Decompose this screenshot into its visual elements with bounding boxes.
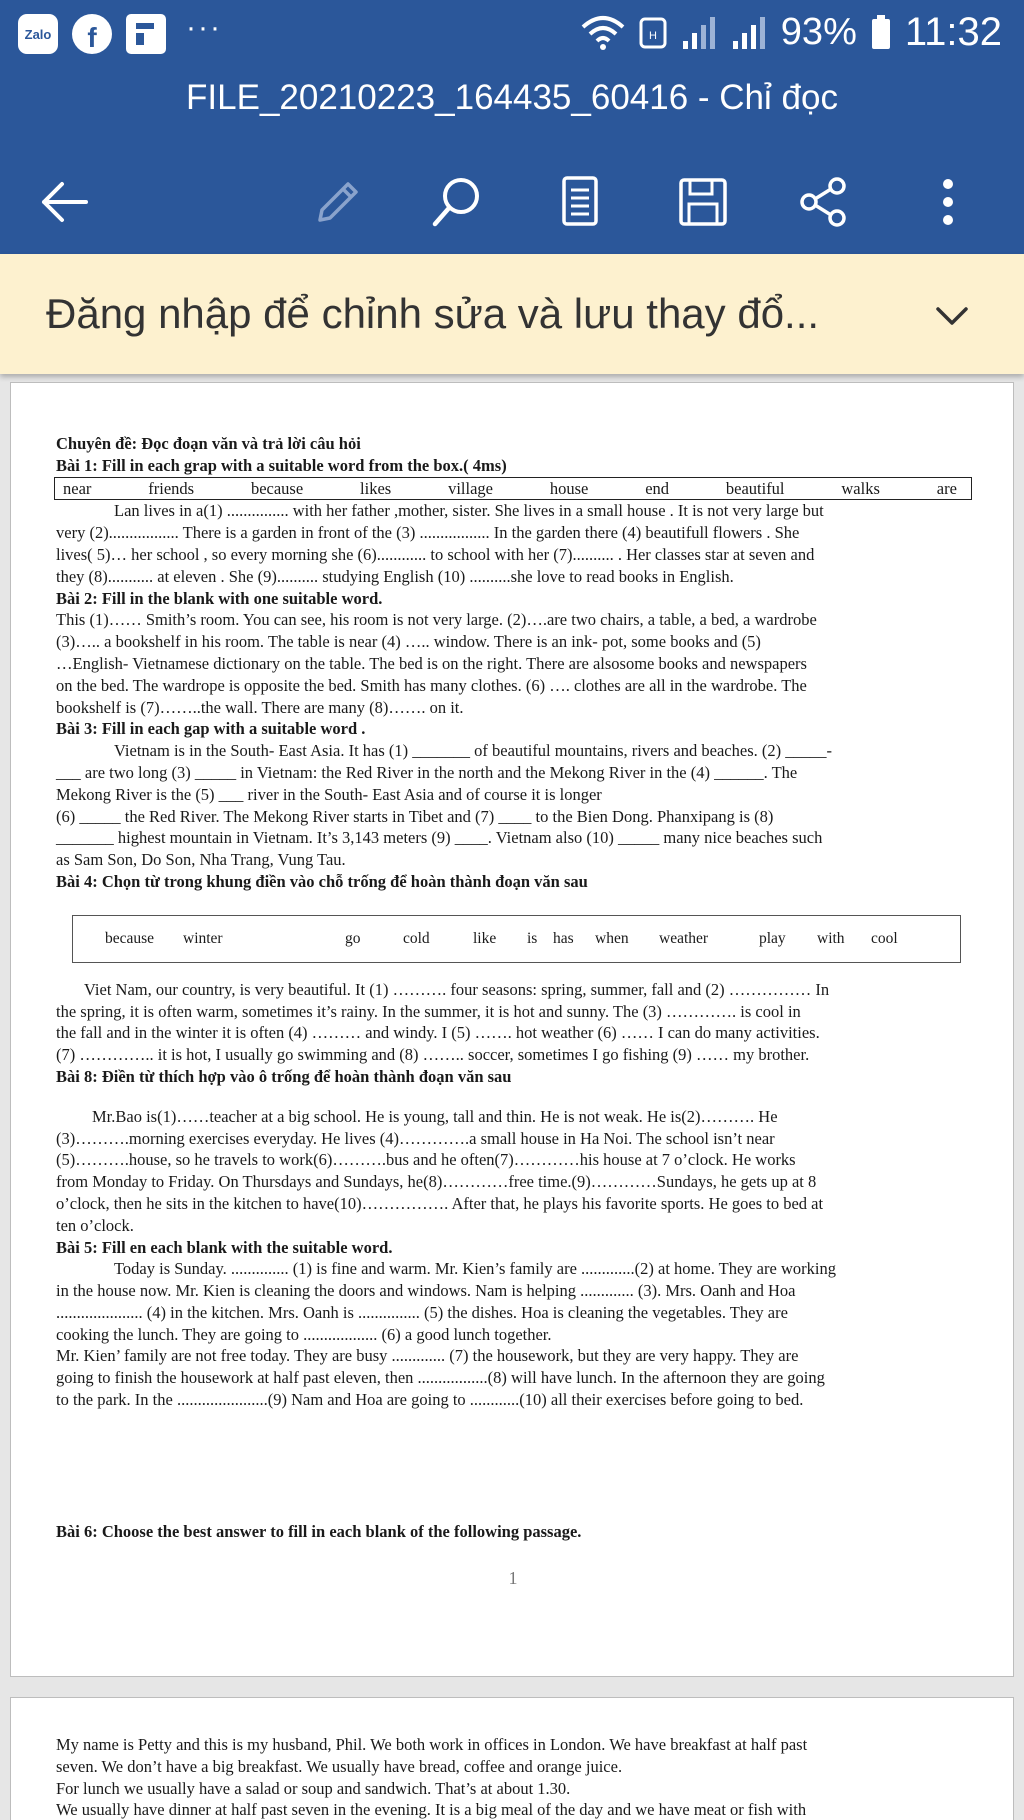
reading-view-icon <box>552 174 608 230</box>
word-box-item: village <box>448 478 493 498</box>
text-line: For lunch we usually have a salad or soup and sandwich. That’s at about 1.30. <box>56 1778 571 1798</box>
text-line: on the bed. The wardrope is opposite the bed. Smith has many clothes. (6) …. clothes are all in the wardrobe. The <box>56 675 807 695</box>
toolbar <box>0 154 1024 254</box>
text-line: (3)……….morning exercises everyday. He lives (4)………….a small house in Ha Noi. The school isn’t near <box>56 1128 775 1148</box>
document-title: FILE_20210223_164435_60416 - Chỉ đọc <box>186 78 838 117</box>
more-notifications-icon: ··· <box>186 11 222 44</box>
pencil-icon <box>308 174 364 230</box>
sign-in-banner-text: Đăng nhập để chỉnh sửa và lưu thay đổ... <box>46 290 820 337</box>
bai3-heading: Bài 3: Fill in each gap with a suitable word . <box>56 719 366 739</box>
word-box-item: winter <box>183 929 223 947</box>
zalo-notification-icon: Zalo <box>18 14 58 54</box>
text-line: ___ are two long (3) _____ in Vietnam: the Red River in the north and the Mekong River in the (4) ______. The <box>56 762 798 782</box>
text-line: the fall and in the winter it is often (4) ……… and windy. I (5) ……. hot weather (6) …… I can do many activities. <box>56 1023 820 1043</box>
word-box-item: like <box>473 929 497 947</box>
word-box-item: when <box>595 929 629 947</box>
word-box-item: because <box>105 929 155 947</box>
text-line: Today is Sunday. .............. (1) is fine and warm. Mr. Kien’s family are .............(2) at home. They are working <box>114 1259 836 1279</box>
text-line: (7) ………….. it is hot, I usually go swimming and (8) …….. soccer, sometimes I go fishing (9) …… my brother. <box>56 1045 810 1065</box>
battery-icon <box>871 15 891 51</box>
text-line: _______ highest mountain in Vietnam. It’s 3,143 meters (9) ____. Vietnam also (10) _____ many nice beaches such <box>56 828 823 848</box>
text-line: o’clock, then he sits in the kitchen to have(10)……………. After that, he plays his favorite sports. He goes to bed at <box>56 1193 824 1213</box>
signal-icon-2 <box>731 15 767 51</box>
word-box-item: house <box>549 478 589 498</box>
chevron-down-icon <box>934 304 970 328</box>
text-line: (6) _____ the Red River. The Mekong River starts in Tibet and (7) ____ to the Bien Dong. Phanxipang is (8) <box>56 806 774 826</box>
reading-view-button[interactable] <box>544 166 616 238</box>
flipboard-notification-icon <box>126 14 166 54</box>
bai8-heading: Bài 8: Điền từ thích hợp vào ô trống để hoàn thành đoạn văn sau <box>56 1066 512 1086</box>
app-bar <box>0 74 1024 254</box>
text-line: Mekong River is the (5) ___ river in the South- East Asia and of course it is longer <box>56 784 602 804</box>
word-box-item: near <box>63 478 92 498</box>
word-box-item: has <box>553 929 574 947</box>
document-page-1 <box>10 382 1014 1677</box>
word-box-item: are <box>936 478 957 498</box>
text-line: (5)……….house, so he travels to work(6)……….bus and he often(7)…………his house at 7 o’clock. He works <box>56 1150 796 1170</box>
bai4-heading: Bài 4: Chọn từ trong khung điền vào chỗ trống để hoàn thành đoạn văn sau <box>56 871 588 891</box>
word-box-item: play <box>759 929 786 947</box>
text-line: very (2)................. There is a garden in front of the (3) ................. In the garden there (4) beautifull flowers . She <box>56 523 800 543</box>
word-box-item: is <box>527 929 538 947</box>
hd-voice-icon <box>639 15 667 51</box>
word-box-item: because <box>250 478 304 498</box>
text-line: Mr. Kien’ family are not free today. They are busy ............. (7) the housework, but they are very happy. They are <box>56 1346 799 1366</box>
text-line: cooking the lunch. They are going to .................. (6) a good lunch together. <box>56 1324 552 1344</box>
text-line: Lan lives in a(1) ............... with her father ,mother, sister. She lives in a small house . It is not very large but <box>114 501 824 521</box>
expand-banner-button[interactable] <box>930 294 974 338</box>
text-line: to the park. In the ......................(9) Nam and Hoa are going to ............(10) all their exercises before going to bed. <box>56 1390 804 1410</box>
bai4-word-box <box>72 915 961 963</box>
word-box-item: go <box>345 929 361 947</box>
search-button[interactable] <box>421 166 493 238</box>
page-number: 1 <box>508 1568 518 1588</box>
topic-title: Chuyên đề: Đọc đoạn văn và trả lời câu hỏi <box>56 434 361 453</box>
word-box-item: friends <box>148 478 195 498</box>
text-line: bookshelf is (7)……..the wall. There are many (8)……. on it. <box>56 697 464 717</box>
text-line: they (8)........... at eleven . She (9).......... studying English (10) ..........she love to read books in English. <box>56 566 734 586</box>
facebook-notification-icon: f <box>72 14 112 54</box>
text-line: lives( 5)… her school , so every morning she (6)............ to school with her (7).......... . Her classes star at seven and <box>56 544 815 564</box>
text-line: seven. We don’t have a big breakfast. We usually have bread, coffee and orange juice. <box>56 1756 623 1776</box>
battery-percent: 93% <box>780 11 857 53</box>
text-line: from Monday to Friday. On Thursdays and Sundays, he(8)…………free time.(9)…………Sundays, he gets up at 8 <box>56 1172 817 1192</box>
text-line: in the house now. Mr. Kien is cleaning the doors and windows. Nam is helping ............. (3). Mrs. Oanh and Hoa <box>56 1281 796 1301</box>
edit-button[interactable] <box>300 166 372 238</box>
share-button[interactable] <box>787 166 859 238</box>
document-page-2 <box>10 1697 1014 1820</box>
word-box-item: weather <box>659 929 709 947</box>
word-box-item: cold <box>403 929 430 947</box>
word-box-item: likes <box>360 478 392 498</box>
wifi-icon <box>581 15 625 51</box>
save-button[interactable] <box>667 166 739 238</box>
text-line: ..................... (4) in the kitchen. Mrs. Oanh is ............... (5) the dishes. Hoa is cleaning the vegetables. They are <box>56 1302 788 1322</box>
text-line: going to finish the housework at half past eleven, then .................(8) will have lunch. In the afternoon they are going <box>56 1368 825 1388</box>
text-line: Viet Nam, our country, is very beautiful. It (1) ………. four seasons: spring, summer, fall and (2) …………… In <box>84 979 830 999</box>
text-line: This (1)…… Smith’s room. You can see, his room is not very large. (2)….are two chairs, a table, a bed, a wardrobe <box>56 610 817 630</box>
bai1-heading: Bài 1: Fill in each grap with a suitable word from the box.( 4ms) <box>56 455 507 475</box>
sign-in-banner[interactable] <box>0 254 1024 374</box>
back-arrow-icon <box>36 174 92 230</box>
text-line: We usually have dinner at half past seven in the evening. It is a big meal of the day and we have meat or fish with <box>56 1800 807 1820</box>
text-line: as Sam Son, Do Son, Nha Trang, Vung Tau. <box>56 850 346 870</box>
word-box-item: walks <box>841 478 880 498</box>
text-line: …English- Vietnamese dictionary on the table. The bed is on the right. There are alsosome books and newspapers <box>56 653 807 673</box>
text-line: ten o’clock. <box>56 1215 134 1235</box>
back-button[interactable] <box>28 166 100 238</box>
word-box-item: cool <box>871 929 898 947</box>
word-box-item: end <box>645 478 670 498</box>
more-options-button[interactable] <box>912 166 984 238</box>
text-line: Vietnam is in the South- East Asia. It has (1) _______ of beautiful mountains, rivers and beaches. (2) _____- <box>114 741 832 761</box>
more-vertical-icon <box>920 174 976 230</box>
text-line: Mr.Bao is(1)……teacher at a big school. He is young, tall and thin. He is not weak. He is(2)………. He <box>92 1106 778 1126</box>
word-box-item: with <box>817 929 845 947</box>
svg-text:H: H <box>648 29 657 42</box>
signal-icon-1 <box>681 15 717 51</box>
bai2-heading: Bài 2: Fill in the blank with one suitable word. <box>56 588 383 608</box>
text-line: the spring, it is often warm, sometimes it’s rainy. In the summer, it is hot and sunny. The (3) …………. is cool in <box>56 1001 801 1021</box>
bai1-word-box <box>54 477 972 501</box>
search-icon <box>429 174 485 230</box>
save-icon <box>675 174 731 230</box>
text-line: (3)….. a bookshelf in his room. The table is near (4) ….. window. There is an ink- pot, some books and (5) <box>56 632 761 652</box>
bai5-heading: Bài 5: Fill en each blank with the suitable word. <box>56 1237 393 1257</box>
text-line: My name is Petty and this is my husband, Phil. We both work in offices in London. We have breakfast at half past <box>56 1735 808 1754</box>
bai6-heading: Bài 6: Choose the best answer to fill in each blank of the following passage. <box>56 1521 582 1541</box>
clock: 11:32 <box>904 10 1002 54</box>
share-icon <box>795 174 851 230</box>
status-bar <box>0 0 1024 74</box>
word-box-item: beautiful <box>725 478 785 498</box>
